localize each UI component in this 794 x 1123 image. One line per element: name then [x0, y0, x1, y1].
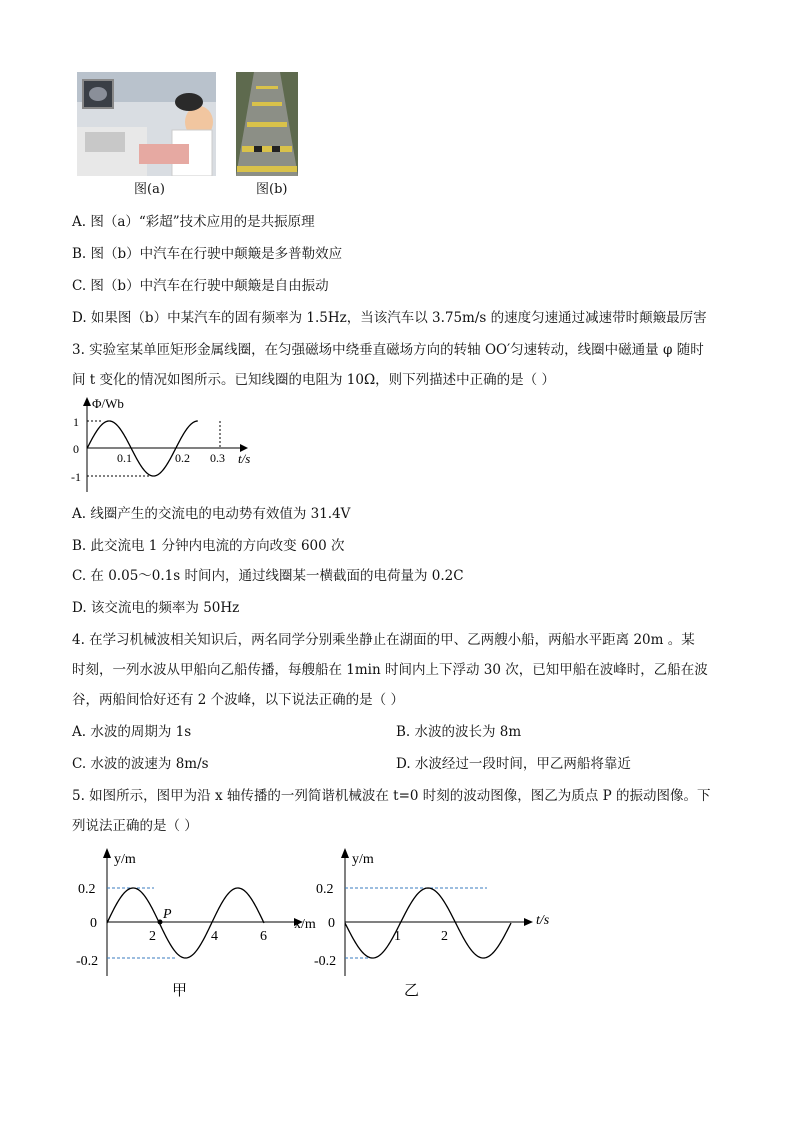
yi-caption: 乙 — [404, 983, 420, 999]
q3-stem-line1: 3. 实验室某单匝矩形金属线圈，在匀强磁场中绕垂直磁场方向的转轴 OO′匀速转动，线圈中磁通量 φ 随时 — [72, 342, 704, 358]
q3-y-label: Φ/Wb — [92, 396, 124, 411]
q3-xtick-0.3: 0.3 — [210, 451, 225, 465]
jia-ytick-0: 0 — [90, 916, 97, 931]
yi-x-label: t/s — [536, 913, 550, 928]
figure-a-caption: 图(a) — [134, 182, 165, 197]
yi-ytick-neg0.2: -0.2 — [314, 954, 337, 969]
q4-option-d: D. 水波经过一段时间，甲乙两船将靠近 — [396, 756, 631, 772]
jia-y-arrow — [103, 848, 111, 858]
yi-xtick-2: 2 — [441, 929, 448, 944]
q3-ytick-neg1: -1 — [71, 470, 81, 484]
q3-option-b: B. 此交流电 1 分钟内电流的方向改变 600 次 — [72, 538, 345, 554]
yi-vibration-curve — [345, 888, 511, 958]
figure-b-photo — [236, 72, 298, 176]
q2-option-c: C. 图（b）中汽车在行驶中颠簸是自由振动 — [72, 278, 329, 294]
q4-option-b: B. 水波的波长为 8m — [396, 724, 522, 740]
q3-x-label: t/s — [238, 451, 251, 466]
yi-ytick-0: 0 — [328, 916, 335, 931]
yi-y-arrow — [341, 848, 349, 858]
figure-a-photo — [77, 72, 216, 176]
q5-vibration-chart-yi — [312, 844, 562, 1004]
q2-option-a: A. 图（a）“彩超”技术应用的是共振原理 — [72, 214, 315, 230]
q3-flux-chart — [70, 394, 270, 496]
jia-caption: 甲 — [172, 983, 188, 999]
q2-option-d: D. 如果图（b）中某汽车的固有频率为 1.5Hz，当该汽车以 3.75m/s 的速度匀速通过减速带时颠簸最厉害 — [72, 310, 707, 326]
yi-ytick-0.2: 0.2 — [316, 882, 334, 897]
jia-point-p — [158, 920, 163, 925]
q4-option-c: C. 水波的波速为 8m/s — [72, 756, 209, 772]
q2-option-b: B. 图（b）中汽车在行驶中颠簸是多普勒效应 — [72, 246, 343, 262]
q3-ytick-0: 0 — [73, 442, 79, 456]
jia-xtick-6: 6 — [260, 929, 267, 944]
jia-ytick-neg0.2: -0.2 — [76, 954, 99, 969]
q3-stem-line2: 间 t 变化的情况如图所示。已知线圈的电阻为 10Ω，则下列描述中正确的是（ ） — [72, 372, 555, 388]
yi-xtick-1: 1 — [394, 929, 401, 944]
q4-option-a: A. 水波的周期为 1s — [72, 724, 192, 740]
q3-option-a: A. 线圈产生的交流电的电动势有效值为 31.4V — [72, 506, 351, 522]
q4-stem-line2: 时刻，一列水波从甲船向乙船传播，每艘船在 1min 时间内上下浮动 30 次，已知甲船在波峰时，乙船在波 — [72, 662, 708, 678]
q3-xtick-0.1: 0.1 — [117, 451, 132, 465]
jia-wave-curve — [107, 888, 264, 958]
jia-ytick-0.2: 0.2 — [78, 882, 96, 897]
q5-stem-line2: 列说法正确的是（ ） — [72, 818, 198, 834]
jia-x-label: x/m — [294, 917, 316, 932]
q4-stem-line1: 4. 在学习机械波相关知识后，两名同学分别乘坐静止在湖面的甲、乙两艘小船，两船水平距离 20m 。某 — [72, 632, 695, 648]
q3-y-arrow — [83, 397, 91, 406]
jia-xtick-4: 4 — [211, 929, 218, 944]
q5-wave-chart-jia — [76, 844, 326, 1004]
yi-x-arrow — [524, 918, 533, 926]
q3-option-c: C. 在 0.05～0.1s 时间内，通过线圈某一横截面的电荷量为 0.2C — [72, 568, 464, 584]
q3-option-d: D. 该交流电的频率为 50Hz — [72, 600, 240, 616]
q5-stem-line1: 5. 如图所示，图甲为沿 x 轴传播的一列简谐机械波在 t=0 时刻的波动图像，图乙为质点 P 的振动图像。下 — [72, 788, 711, 804]
q3-xtick-0.2: 0.2 — [175, 451, 190, 465]
jia-y-label: y/m — [114, 852, 136, 867]
yi-y-label: y/m — [352, 852, 374, 867]
figure-b-caption: 图(b) — [256, 182, 288, 197]
jia-point-label: P — [163, 907, 172, 922]
jia-xtick-2: 2 — [149, 929, 156, 944]
q3-ytick-1: 1 — [73, 415, 79, 429]
q4-stem-line3: 谷，两船间恰好还有 2 个波峰，以下说法正确的是（ ） — [72, 692, 404, 708]
